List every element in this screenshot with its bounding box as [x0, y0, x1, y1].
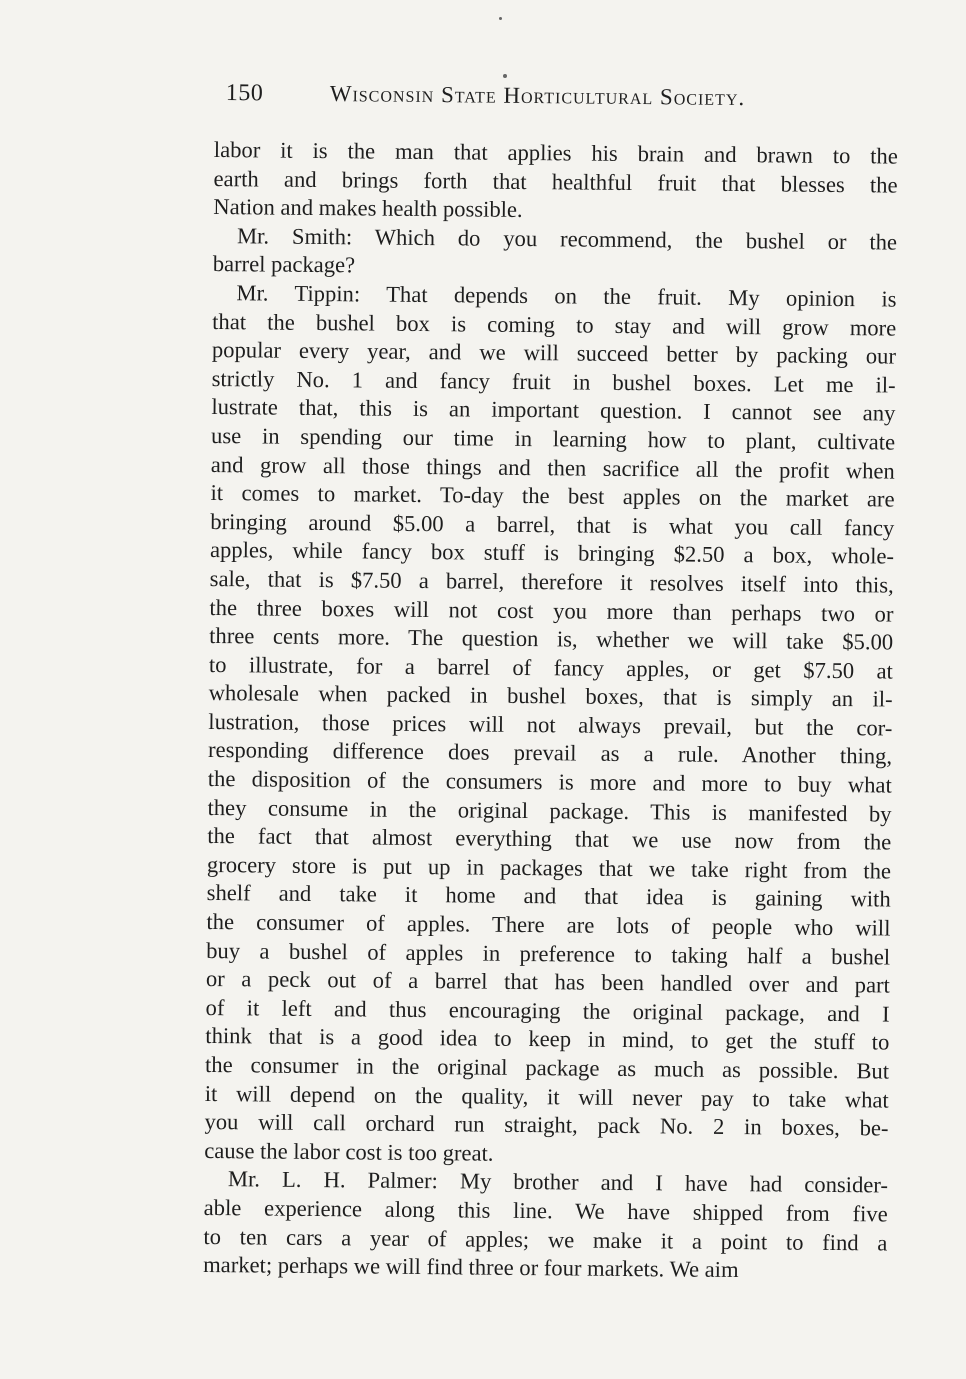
text-line: Mr. L. H. Palmer: My brother and I have had consider- — [227, 1166, 889, 1198]
paragraph — [203, 1165, 888, 1286]
text-line: apples, while fancy box stuff is bringing $2.50 a box, whole- — [209, 537, 895, 569]
text-line: the consumer in the original package as much as possible. But — [204, 1051, 890, 1084]
text-line: and grow all those things and then sacrifice all the profit when — [210, 451, 895, 484]
page-header — [222, 74, 902, 121]
text-line: sale, that is $7.50 a barrel, therefore it resolves itself into this, — [209, 565, 894, 598]
text-line: wholesale when packed in bushel boxes, that is simply an il- — [208, 680, 893, 712]
text-line: bringing around $5.00 a barrel, that is what you call fancy — [210, 508, 895, 541]
text-line: the fact that almost everything that we use now from the — [207, 823, 892, 855]
text-line: the three boxes will not cost you more than perhaps two or — [209, 594, 894, 627]
ink-speck — [499, 17, 502, 20]
text-line: it comes to market. To-day the best apples on the market are — [210, 480, 895, 512]
text-line: three cents more. The question is, whether we will take $5.00 — [209, 623, 894, 655]
page-number: 150 — [225, 80, 264, 107]
text-line: able experience along this line. We have shipped from five — [203, 1194, 888, 1227]
text-line: lustrate that, this is an important question. I cannot see any — [211, 394, 896, 426]
text-line: buy a bushel of apples in preference to taking half a bushel — [206, 937, 891, 970]
text-line: cause the labor cost is too great. — [204, 1137, 494, 1166]
text-line: use in spending our time in learning how to plant, cultivate — [211, 422, 896, 455]
running-title: Wisconsin State Horticultural Society. — [329, 81, 746, 111]
text-line: responding difference does prevail as a rule. Another thing, — [207, 737, 893, 770]
text-line: you will call orchard run straight, pack No. 2 in boxes, be- — [204, 1109, 889, 1141]
text-line: shelf and take it home and that idea is gaining with — [206, 880, 891, 912]
text-line: think that is a good idea to keep in mind, to get the stuff to — [205, 1023, 890, 1055]
text-line: earth and brings forth that healthful fruit that blesses the — [213, 165, 898, 198]
text-line: lustration, those prices will not always prevail, but the cor- — [208, 708, 893, 741]
text-line: Mr. Smith: Which do you recommend, the bushel or the — [236, 223, 898, 255]
text-line: to ten cars a year of apples; we make it a point to find a — [203, 1223, 888, 1256]
text-line: Mr. Tippin: That depends on the fruit. My opinion is — [236, 280, 897, 312]
text-line: market; perhaps we will find three or four markets. We aim — [203, 1252, 739, 1283]
paragraph — [204, 279, 896, 1172]
text-line: of it left and thus encouraging the original package, and I — [205, 994, 890, 1027]
text-line: the disposition of the consumers is more and more to buy what — [207, 766, 892, 798]
text-line: they consume in the original package. This is manifested by — [207, 794, 892, 827]
text-line: to illustrate, for a barrel of fancy apples, or get $7.50 at — [208, 651, 894, 684]
paragraph — [213, 136, 898, 228]
text-line: it will depend on the quality, it will never pay to take what — [204, 1080, 889, 1113]
paragraph — [213, 222, 898, 286]
text-line: popular every year, and we will succeed better by packing our — [211, 337, 897, 369]
text-line: labor it is the man that applies his brain and brawn to the — [213, 136, 898, 169]
text-line: or a peck out of a barrel that has been handled over and part — [205, 966, 890, 998]
text-line: the consumer of apples. There are lots of people who will — [206, 908, 891, 941]
text-line: that the bushel box is coming to stay and will grow more — [212, 308, 897, 341]
text-line: grocery store is put up in packages that we take right from the — [206, 851, 892, 884]
body-text — [203, 136, 898, 1286]
text-line: Nation and makes health possible. — [213, 194, 523, 223]
text-line: barrel package? — [212, 251, 356, 278]
text-line: strictly No. 1 and fancy fruit in bushel boxes. Let me il- — [211, 365, 896, 398]
